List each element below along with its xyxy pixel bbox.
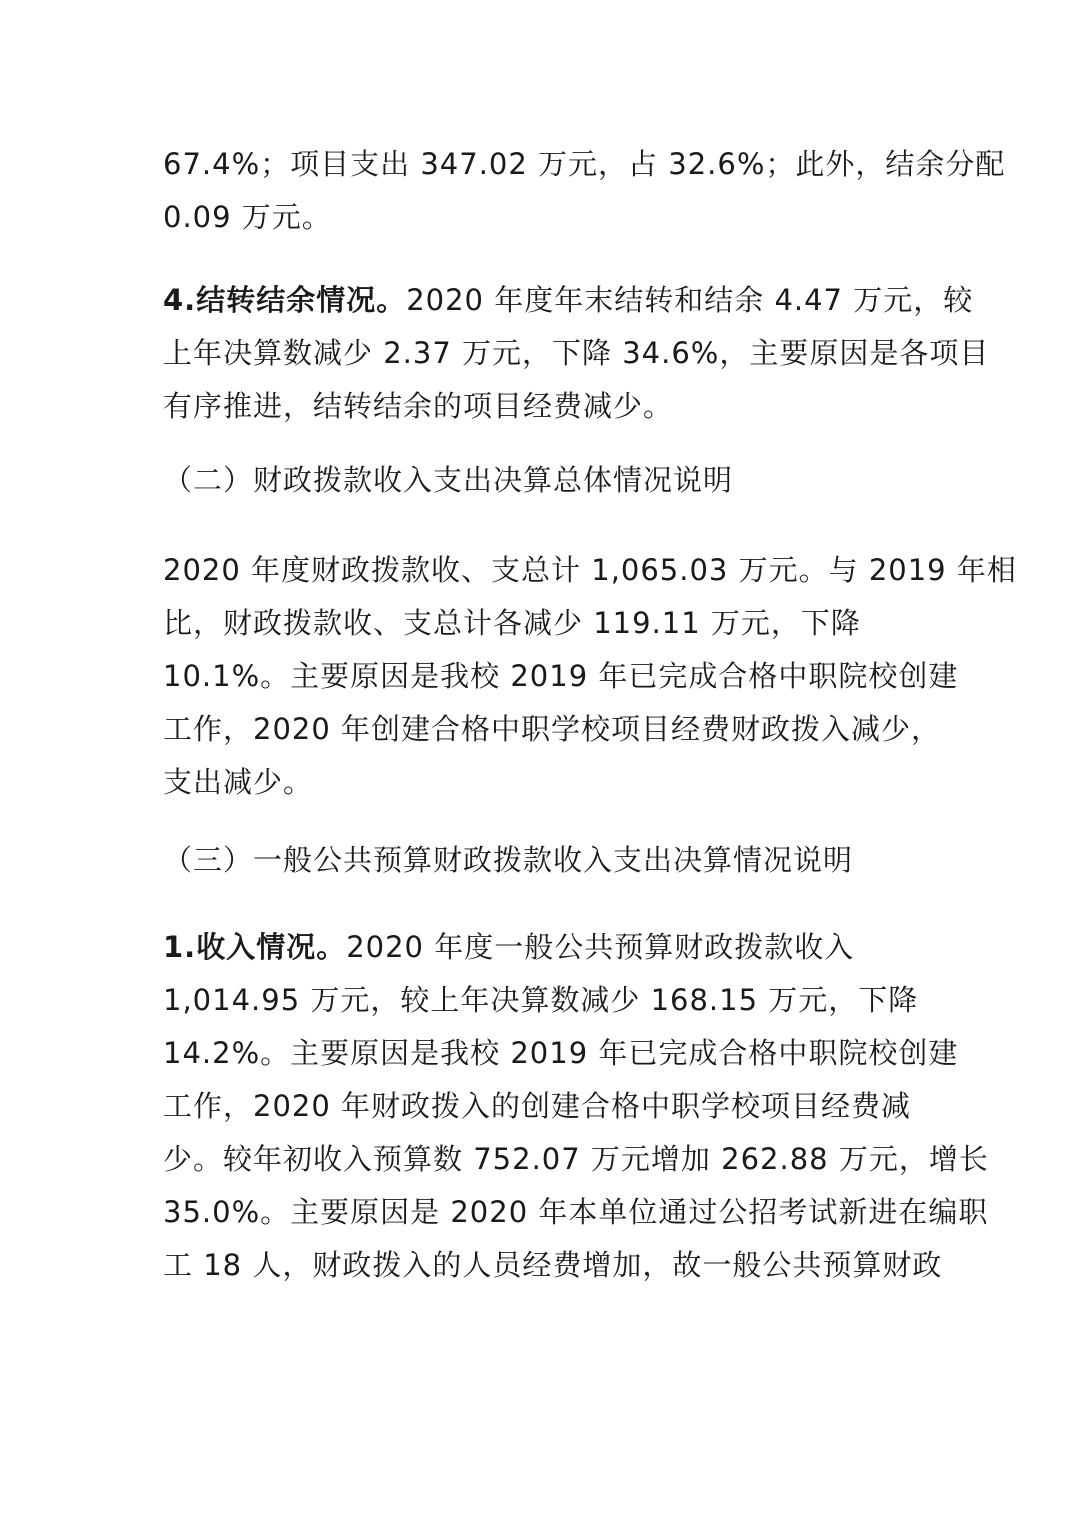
paragraph-line-1: 67.4%；项目支出 347.02 万元，占 32.6%；此外，结余分配 — [163, 147, 1006, 181]
paragraph-line-19: 工 18 人，财政拨入的人员经费增加，故一般公共预算财政 — [163, 1248, 943, 1282]
paragraph-line-15: 14.2%。主要原因是我校 2019 年已完成合格中职院校创建 — [163, 1036, 959, 1070]
paragraph-line-3 — [163, 282, 973, 318]
paragraph-line-18: 35.0%。主要原因是 2020 年本单位通过公招考试新进在编职 — [163, 1195, 989, 1229]
paragraph-line-5: 有序推进，结转结余的项目经费减少。 — [163, 389, 674, 423]
paragraph-line-11: 支出减少。 — [163, 765, 314, 799]
section-lead-carryover: 4.结转结余情况。 — [163, 283, 407, 317]
paragraph-line-4: 上年决算数减少 2.37 万元，下降 34.6%，主要原因是各项目 — [163, 336, 990, 370]
paragraph-line-3-text: 2020 年度年末结转和结余 4.47 万元，较 — [406, 283, 974, 317]
paragraph-line-13-text: 2020 年度一般公共预算财政拨款收入 — [346, 930, 855, 964]
section-lead-income: 1.收入情况。 — [163, 930, 347, 964]
paragraph-line-13 — [163, 929, 854, 965]
paragraph-line-16: 工作，2020 年财政拨入的创建合格中职学校项目经费减 — [163, 1089, 912, 1123]
paragraph-line-10: 工作，2020 年创建合格中职学校项目经费财政拨入减少， — [163, 712, 942, 746]
paragraph-line-7: 2020 年度财政拨款收、支总计 1,065.03 万元。与 2019 年相 — [163, 553, 1017, 587]
paragraph-line-17: 少。较年初收入预算数 752.07 万元增加 262.88 万元，增长 — [163, 1142, 989, 1176]
paragraph-line-8: 比，财政拨款收、支总计各减少 119.11 万元，下降 — [163, 606, 861, 640]
section-heading-3: （三）一般公共预算财政拨款收入支出决算情况说明 — [163, 843, 854, 877]
paragraph-line-2: 0.09 万元。 — [163, 200, 332, 234]
paragraph-line-9: 10.1%。主要原因是我校 2019 年已完成合格中职院校创建 — [163, 659, 959, 693]
section-heading-2: （二）财政拨款收入支出决算总体情况说明 — [163, 463, 734, 497]
paragraph-line-14: 1,014.95 万元，较上年决算数减少 168.15 万元，下降 — [163, 983, 919, 1017]
